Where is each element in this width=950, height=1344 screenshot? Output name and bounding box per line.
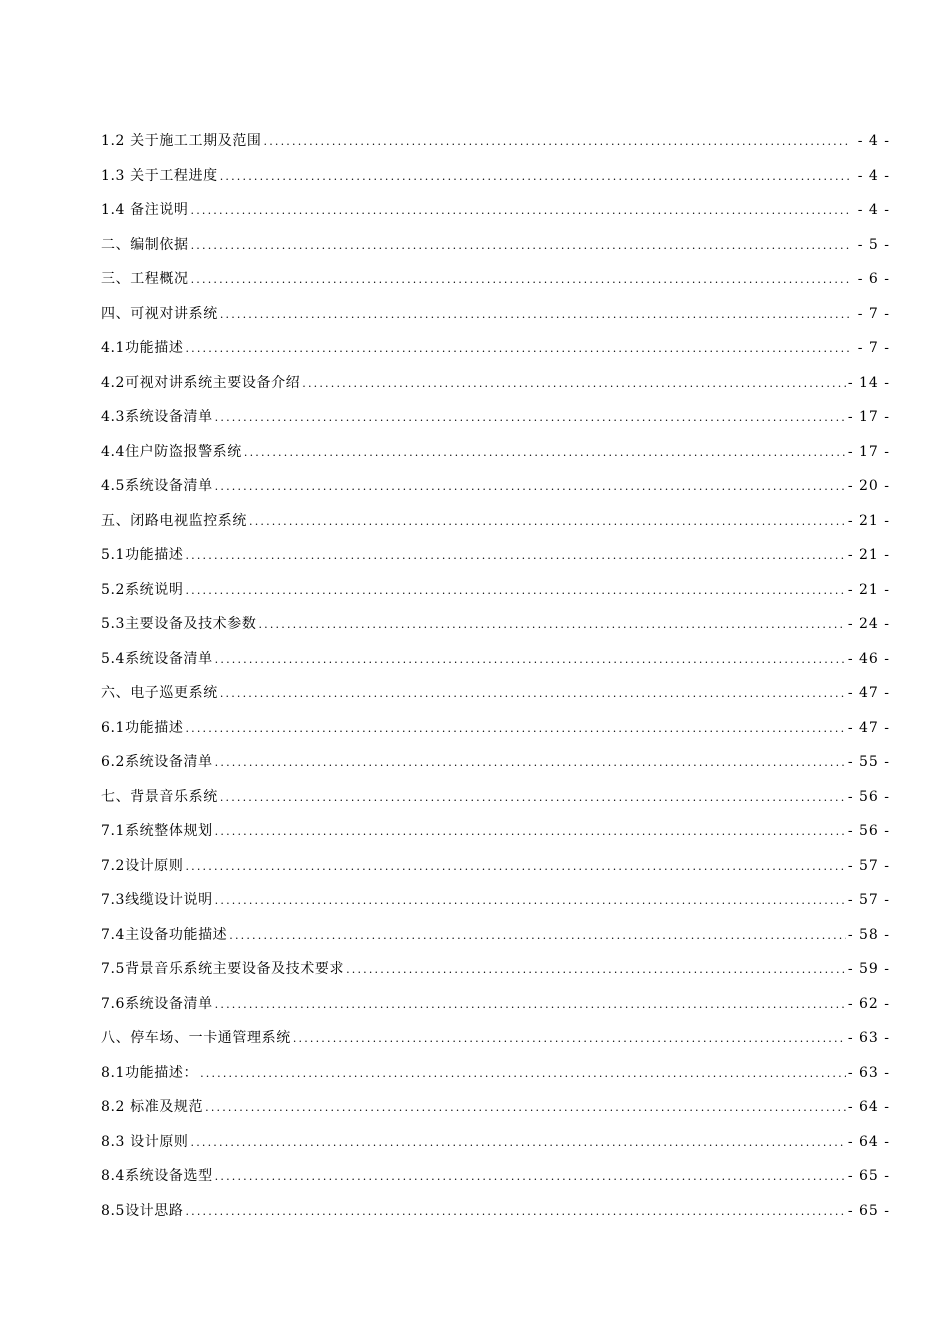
toc-entry-title: 7.1系统整体规划	[101, 823, 213, 839]
toc-entry[interactable]	[101, 1159, 890, 1194]
toc-dot-leader	[220, 298, 850, 333]
toc-entry[interactable]	[101, 883, 890, 918]
toc-entry-page-number: - 20 -	[847, 478, 890, 494]
toc-entry-page-number: - 65 -	[847, 1202, 890, 1219]
toc-dot-leader	[220, 781, 846, 816]
toc-entry-title: 4.2可视对讲系统主要设备介绍	[101, 374, 301, 391]
toc-entry-title: 5.2系统说明	[101, 581, 184, 598]
toc-dot-leader	[185, 539, 845, 574]
toc-entry-title: 八、停车场、一卡通管理系统	[101, 1030, 291, 1046]
toc-entry-title: 七、背景音乐系统	[101, 788, 218, 805]
toc-entry-title: 六、电子巡更系统	[101, 685, 218, 701]
toc-entry-title: 8.2 标准及规范	[101, 1099, 204, 1115]
toc-entry-title: 7.3线缆设计说明	[101, 892, 213, 908]
toc-dot-leader	[185, 574, 845, 609]
toc-entry[interactable]	[101, 124, 890, 159]
toc-dot-leader	[220, 677, 846, 712]
toc-entry[interactable]	[101, 780, 890, 815]
toc-dot-leader	[215, 815, 846, 850]
toc-entry[interactable]	[101, 849, 890, 884]
toc-entry-page-number: - 5 -	[857, 236, 890, 253]
toc-dot-leader	[185, 1195, 845, 1230]
toc-entry-page-number: - 56 -	[847, 788, 890, 805]
toc-entry-title: 1.2 关于施工工期及范围	[101, 133, 262, 149]
toc-entry-title: 8.5设计思路	[101, 1202, 184, 1219]
toc-entry-page-number: - 64 -	[847, 1099, 890, 1115]
toc-dot-leader	[215, 401, 846, 436]
toc-entry-page-number: - 6 -	[857, 271, 890, 287]
toc-entry-page-number: - 46 -	[847, 650, 890, 667]
toc-entry[interactable]	[101, 814, 890, 849]
toc-dot-leader	[185, 332, 850, 367]
toc-entry[interactable]	[101, 366, 890, 401]
toc-entry-page-number: - 17 -	[847, 443, 890, 460]
toc-entry-title: 三、工程概况	[101, 271, 189, 287]
toc-entry-page-number: - 57 -	[847, 857, 890, 874]
toc-entry-title: 1.4 备注说明	[101, 202, 189, 218]
toc-dot-leader	[249, 505, 846, 540]
table-of-contents	[101, 124, 890, 1228]
toc-entry-page-number: - 21 -	[847, 512, 890, 529]
toc-entry-page-number: - 64 -	[847, 1133, 890, 1150]
toc-dot-leader	[191, 263, 850, 298]
toc-entry-title: 4.1功能描述	[101, 340, 184, 356]
toc-dot-leader	[229, 919, 846, 954]
toc-entry-title: 4.4住户防盗报警系统	[101, 443, 242, 460]
toc-dot-leader	[205, 1091, 846, 1126]
toc-dot-leader	[215, 746, 846, 781]
toc-entry[interactable]	[101, 435, 890, 470]
toc-entry-title: 四、可视对讲系统	[101, 305, 218, 322]
toc-entry-page-number: - 17 -	[847, 409, 890, 425]
toc-entry-page-number: - 62 -	[847, 995, 890, 1012]
toc-dot-leader	[191, 229, 850, 264]
toc-entry-title: 五、闭路电视监控系统	[101, 512, 247, 529]
toc-entry-title: 7.2设计原则	[101, 857, 184, 874]
toc-entry-title: 4.3系统设备清单	[101, 409, 213, 425]
toc-entry-page-number: - 56 -	[847, 823, 890, 839]
toc-entry-title: 7.4主设备功能描述	[101, 926, 228, 943]
toc-dot-leader	[258, 608, 845, 643]
toc-entry[interactable]	[101, 538, 890, 573]
toc-entry-title: 8.1功能描述：	[101, 1064, 199, 1081]
toc-entry[interactable]	[101, 228, 890, 263]
toc-entry[interactable]	[101, 987, 890, 1022]
toc-dot-leader	[264, 125, 850, 160]
toc-entry-title: 7.6系统设备清单	[101, 995, 213, 1012]
toc-entry-page-number: - 55 -	[847, 754, 890, 770]
toc-entry[interactable]	[101, 676, 890, 711]
toc-entry-title: 4.5系统设备清单	[101, 478, 213, 494]
toc-dot-leader	[191, 1126, 846, 1161]
toc-entry-page-number: - 63 -	[847, 1064, 890, 1081]
toc-entry[interactable]	[101, 1194, 890, 1229]
toc-entry-page-number: - 4 -	[857, 202, 890, 218]
toc-dot-leader	[185, 712, 845, 747]
toc-entry[interactable]	[101, 711, 890, 746]
toc-dot-leader	[215, 1160, 846, 1195]
toc-entry-page-number: - 65 -	[847, 1168, 890, 1184]
toc-dot-leader	[200, 1057, 846, 1092]
toc-dot-leader	[191, 194, 850, 229]
toc-dot-leader	[215, 988, 846, 1023]
toc-entry[interactable]	[101, 952, 890, 987]
toc-entry[interactable]	[101, 331, 890, 366]
toc-entry-title: 5.4系统设备清单	[101, 650, 213, 667]
toc-entry-page-number: - 21 -	[847, 581, 890, 598]
toc-entry-title: 6.2系统设备清单	[101, 754, 213, 770]
toc-entry[interactable]	[101, 745, 890, 780]
toc-dot-leader	[244, 436, 846, 471]
toc-entry-title: 5.3主要设备及技术参数	[101, 616, 257, 632]
toc-entry[interactable]	[101, 573, 890, 608]
toc-entry[interactable]	[101, 1090, 890, 1125]
toc-entry-page-number: - 7 -	[857, 305, 890, 322]
toc-entry-page-number: - 7 -	[857, 340, 890, 356]
toc-entry[interactable]	[101, 1125, 890, 1160]
toc-entry-page-number: - 14 -	[847, 374, 890, 391]
toc-entry[interactable]	[101, 297, 890, 332]
toc-entry-page-number: - 57 -	[847, 892, 890, 908]
toc-entry-page-number: - 47 -	[847, 685, 890, 701]
toc-entry-title: 5.1功能描述	[101, 547, 184, 563]
toc-entry[interactable]	[101, 1021, 890, 1056]
toc-entry-page-number: - 63 -	[847, 1030, 890, 1046]
toc-dot-leader	[215, 643, 846, 678]
toc-entry[interactable]	[101, 262, 890, 297]
toc-entry-title: 7.5背景音乐系统主要设备及技术要求	[101, 961, 345, 977]
toc-entry-title: 8.4系统设备选型	[101, 1168, 213, 1184]
toc-entry-title: 8.3 设计原则	[101, 1133, 189, 1150]
toc-dot-leader	[185, 850, 845, 885]
toc-entry-page-number: - 24 -	[847, 616, 890, 632]
toc-entry-page-number: - 21 -	[847, 547, 890, 563]
toc-entry-page-number: - 58 -	[847, 926, 890, 943]
toc-dot-leader	[346, 953, 846, 988]
toc-dot-leader	[215, 470, 846, 505]
toc-dot-leader	[215, 884, 846, 919]
toc-entry[interactable]	[101, 159, 890, 194]
toc-entry[interactable]	[101, 400, 890, 435]
toc-entry-title: 6.1功能描述	[101, 719, 184, 736]
toc-dot-leader	[293, 1022, 846, 1057]
toc-dot-leader	[302, 367, 846, 402]
toc-entry[interactable]	[101, 642, 890, 677]
toc-entry[interactable]	[101, 469, 890, 504]
toc-entry[interactable]	[101, 1056, 890, 1091]
toc-entry[interactable]	[101, 918, 890, 953]
toc-entry-page-number: - 4 -	[857, 133, 890, 149]
toc-entry-title: 1.3 关于工程进度	[101, 167, 218, 184]
toc-entry-page-number: - 59 -	[847, 961, 890, 977]
toc-entry[interactable]	[101, 607, 890, 642]
toc-entry-title: 二、编制依据	[101, 236, 189, 253]
toc-entry[interactable]	[101, 193, 890, 228]
toc-entry-page-number: - 4 -	[857, 167, 890, 184]
toc-entry-page-number: - 47 -	[847, 719, 890, 736]
toc-entry[interactable]	[101, 504, 890, 539]
toc-dot-leader	[220, 160, 850, 195]
